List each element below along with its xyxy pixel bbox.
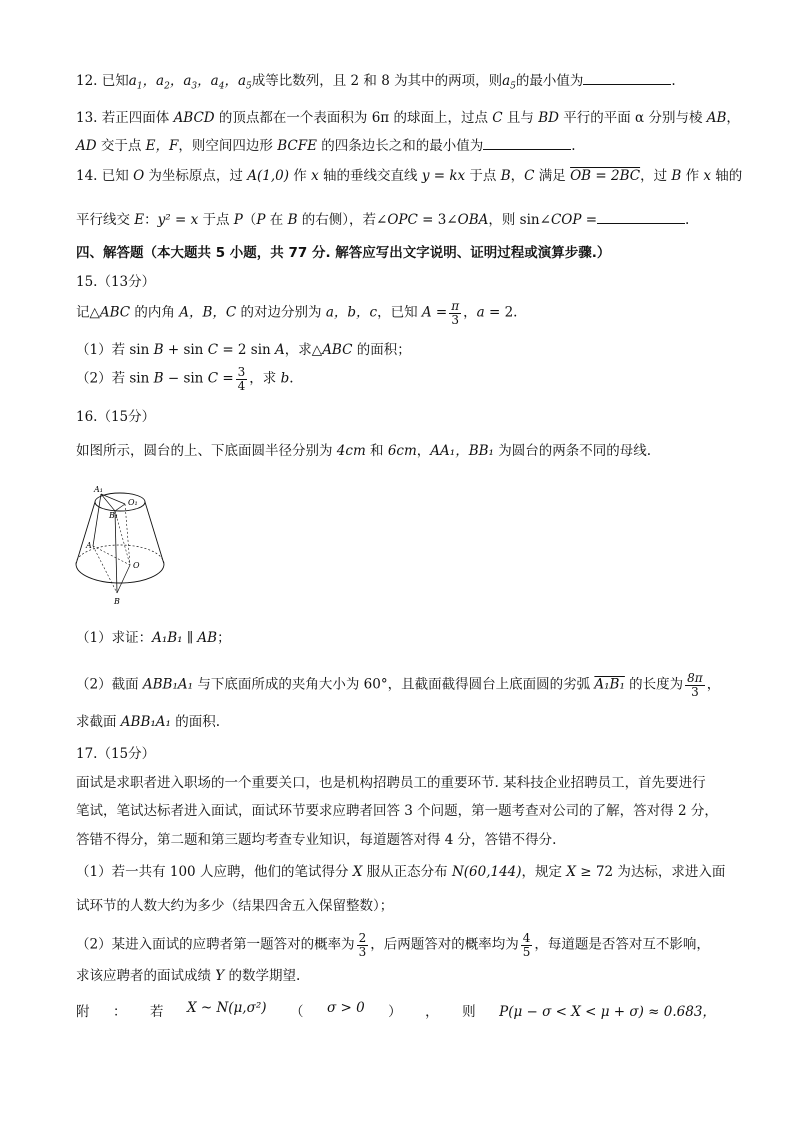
question-12: 12. 已知$a_1$，$a_2$，$a_3$，$a_4$，$a_5$成等比数列，且 2 和 8 为其中的两项，则$a_5$的最小值为 . bbox=[76, 73, 676, 92]
question-17-head: 17.（15分） bbox=[76, 746, 156, 762]
question-17-part-1: （1）若一共有 100 人应聘，他们的笔试得分 X 服从正态分布 N(60,144)，规定 X ≥ 72 为达标，求进入面 bbox=[76, 864, 726, 880]
question-16-head: 16.（15分） bbox=[76, 409, 156, 425]
appendix-line: 附 ： 若 X ~ N(μ,σ²) （ σ > 0 ） ， 则 P(μ − σ < X < μ + σ) ≈ 0.683， bbox=[76, 1000, 716, 1020]
question-17-part-2-cont: 求该应聘者的面试成绩 Y 的数学期望. bbox=[76, 968, 301, 984]
question-17-para-1: 面试是求职者进入职场的一个重要关口，也是机构招聘员工的重要环节. 某科技企业招聘员工，首先要进行 bbox=[76, 775, 706, 791]
section-4-title: 四、解答题（本大题共 5 小题，共 77 分. 解答应写出文字说明、证明过程或演算步骤.） bbox=[76, 245, 611, 261]
question-16-part-2-cont: 求截面 ABB₁A₁ 的面积. bbox=[76, 714, 221, 730]
question-14-line-1: 14. 已知 O 为坐标原点，过 A(1,0) 作 x 轴的垂线交直线 y = kx 于点 B，C 满足 OB = 2BC，过 B 作 x 轴的 bbox=[76, 168, 743, 184]
frustum-figure bbox=[70, 482, 170, 612]
answer-blank-12 bbox=[583, 72, 671, 85]
fraction-3-over-4: $\frac{3}{4}$ bbox=[237, 365, 246, 393]
segment-o-b bbox=[117, 565, 130, 593]
question-17-part-2: （2）某进入面试的应聘者第一题答对的概率为 $\frac{2}{3}$ ，后两题答对的概率均为 $\frac{4}{5}$ ，每道题是否答对互不影响， bbox=[76, 931, 710, 959]
label-a1: A₁ bbox=[94, 485, 103, 494]
vector-equation: OB = 2BC bbox=[570, 168, 641, 184]
fraction-8pi-over-3: $\frac{8\pi}{3}$ bbox=[687, 671, 703, 699]
segment-a1-o1 bbox=[101, 494, 125, 504]
label-b: B bbox=[114, 597, 120, 606]
fraction-pi-over-3: $\frac{\pi}{3}$ bbox=[451, 299, 460, 327]
question-14-line-2: 平行线交 E：y² = x 于点 P（P 在 B 的右侧），若∠OPC = 3∠OBA，则 sin∠COP = . bbox=[76, 212, 690, 228]
segment-a-o bbox=[93, 546, 130, 565]
label-b1: B₁ bbox=[109, 511, 119, 520]
generator-aa1 bbox=[93, 494, 101, 546]
axis-line bbox=[125, 504, 130, 565]
question-15-part-1: （1）若 sin B + sin C = 2 sin A，求△ABC 的面积； bbox=[76, 342, 411, 358]
label-o1: O₁ bbox=[128, 498, 138, 507]
label-a: A bbox=[86, 541, 92, 550]
question-15-stem: 记△ABC 的内角 A，B，C 的对边分别为 a，b，c，已知 A = $\frac{\pi}{3}$ ，a = 2. bbox=[76, 299, 518, 327]
question-16-part-1: （1）求证：A₁B₁ ∥ AB； bbox=[76, 630, 231, 646]
question-13-line-2: AD 交于点 E，F，则空间四边形 BCFE 的四条边长之和的最小值为 . bbox=[76, 138, 576, 154]
question-13-line-1: 13. 若正四面体 ABCD 的顶点都在一个表面积为 6π 的球面上，过点 C 且与 BD 平行的平面 α 分别与棱 AB， bbox=[76, 110, 740, 126]
question-17-part-1-cont: 试环节的人数大约为多少（结果四舍五入保留整数）； bbox=[76, 898, 394, 914]
question-16-part-2: （2）截面 ABB₁A₁ 与下底面所成的夹角大小为 60°，且截面截得圆台上底面圆的劣弧 A₁B₁ 的长度为 $\frac{8\pi}{3}$ ， bbox=[76, 671, 721, 699]
answer-blank-13 bbox=[483, 137, 571, 150]
question-15-head: 15.（13分） bbox=[76, 274, 156, 290]
bottom-base-front-arc bbox=[76, 564, 164, 583]
question-15-part-2: （2）若 sin B − sin C = $\frac{3}{4}$ ，求 b. bbox=[76, 365, 294, 393]
answer-blank-14 bbox=[597, 211, 685, 224]
fraction-2-over-3: $\frac{2}{3}$ bbox=[358, 931, 367, 959]
generator-bb1 bbox=[115, 511, 117, 593]
right-generator bbox=[145, 502, 164, 564]
left-generator bbox=[76, 502, 95, 564]
fraction-4-over-5: $\frac{4}{5}$ bbox=[522, 931, 531, 959]
label-o: O bbox=[133, 561, 140, 570]
question-17-para-2: 笔试，笔试达标者进入面试，面试环节要求应聘者回答 3 个问题，第一题考查对公司的了解，答对得 2 分， bbox=[76, 803, 718, 819]
question-16-stem: 如图所示，圆台的上、下底面圆半径分别为 4cm 和 6cm，AA₁，BB₁ 为圆台的两条不同的母线. bbox=[76, 443, 652, 459]
segment-b1-o1 bbox=[115, 504, 125, 511]
term-a5: $a_5$ bbox=[502, 73, 516, 92]
segment-a-b bbox=[93, 546, 117, 593]
seq-terms: $a_1$，$a_2$，$a_3$，$a_4$，$a_5$ bbox=[128, 73, 252, 92]
question-17-para-3: 答错不得分，第二题和第三题均考查专业知识，每道题答对得 4 分，答错不得分. bbox=[76, 832, 557, 848]
